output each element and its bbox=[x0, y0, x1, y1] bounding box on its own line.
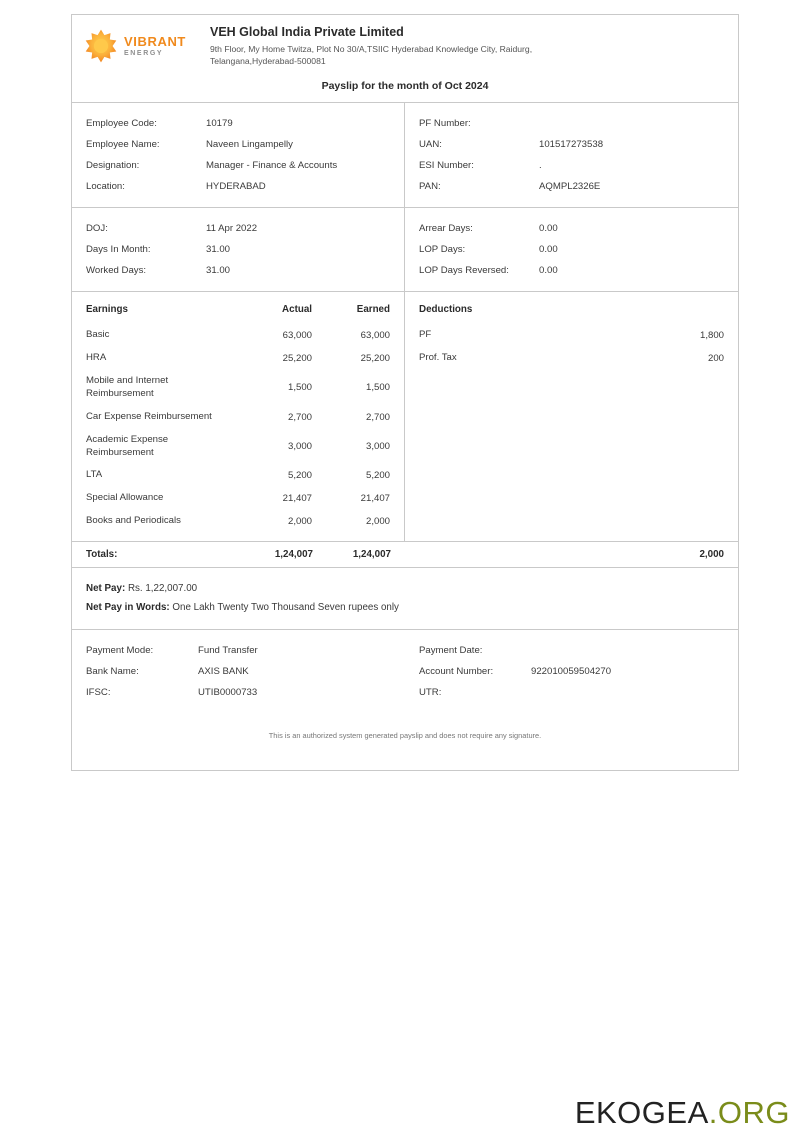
field-value: 11 Apr 2022 bbox=[206, 222, 258, 234]
field-label: LOP Days Reversed: bbox=[419, 264, 509, 276]
earning-name: Special Allowance bbox=[86, 492, 164, 504]
earning-name: Basic bbox=[86, 328, 110, 340]
earning-name: LTA bbox=[86, 469, 103, 481]
totals-earned: 1,24,007 bbox=[352, 549, 391, 561]
earning-actual: 2,000 bbox=[287, 516, 312, 528]
field-value: 922010059504270 bbox=[531, 666, 612, 678]
totals-row bbox=[72, 542, 738, 568]
field-label: IFSC: bbox=[86, 687, 111, 699]
watermark-part-1: EKOGEA bbox=[574, 1095, 709, 1130]
earning-earned: 5,200 bbox=[365, 470, 390, 482]
field-value: 101517273538 bbox=[539, 138, 604, 150]
deduction-amount: 1,800 bbox=[699, 329, 724, 341]
field-value: 0.00 bbox=[539, 264, 558, 276]
earning-earned: 63,000 bbox=[360, 329, 390, 341]
info-row bbox=[86, 134, 390, 155]
payment-row bbox=[72, 682, 738, 703]
earnings-row bbox=[86, 406, 390, 429]
field-value: AXIS BANK bbox=[198, 666, 249, 678]
earning-earned: 25,200 bbox=[360, 352, 390, 364]
field-value: 31.00 bbox=[206, 243, 231, 255]
document-header bbox=[72, 15, 738, 103]
net-pay-label: Net Pay: bbox=[86, 583, 126, 595]
field-label: Payment Date: bbox=[419, 645, 483, 657]
earnings-row bbox=[86, 429, 390, 465]
net-pay-value: Rs. 1,22,007.00 bbox=[127, 583, 198, 595]
field-value bbox=[539, 118, 724, 129]
field-value bbox=[531, 687, 724, 698]
net-pay-section bbox=[72, 568, 738, 630]
deductions-col-name: Deductions bbox=[419, 303, 473, 315]
payment-row bbox=[72, 661, 738, 682]
field-label: Location: bbox=[86, 180, 125, 192]
earning-name: Academic Expense Reimbursement bbox=[86, 433, 169, 458]
field-label: UAN: bbox=[419, 138, 442, 150]
info-row bbox=[86, 155, 390, 176]
field-value: 31.00 bbox=[206, 264, 231, 276]
field-value: AQMPL2326E bbox=[539, 180, 601, 192]
field-label: Worked Days: bbox=[86, 264, 147, 276]
field-label: Arrear Days: bbox=[419, 222, 473, 234]
attendance-section bbox=[72, 208, 738, 292]
earning-earned: 21,407 bbox=[360, 493, 390, 505]
deduction-amount: 200 bbox=[707, 352, 724, 364]
earning-earned: 2,700 bbox=[365, 411, 390, 423]
employee-details-right bbox=[405, 103, 738, 207]
info-row bbox=[419, 113, 724, 134]
field-label: PF Number: bbox=[419, 117, 471, 129]
attendance-left bbox=[72, 208, 405, 291]
earnings-col-name: Earnings bbox=[86, 303, 128, 315]
attendance-right bbox=[405, 208, 738, 291]
sunburst-icon bbox=[84, 29, 118, 63]
field-value: 10179 bbox=[206, 117, 233, 129]
net-pay-words-line bbox=[86, 598, 724, 617]
page-title: Payslip for the month of Oct 2024 bbox=[321, 79, 489, 92]
info-row bbox=[419, 218, 724, 239]
watermark-part-2: .ORG bbox=[708, 1095, 790, 1130]
field-label: Designation: bbox=[86, 159, 140, 171]
earnings-row bbox=[86, 464, 390, 487]
info-row bbox=[86, 218, 390, 239]
deductions-row bbox=[419, 324, 724, 347]
logo-secondary-text: ENERGY bbox=[124, 50, 164, 57]
field-label: Employee Code: bbox=[86, 117, 157, 129]
company-name: VEH Global India Private Limited bbox=[210, 25, 404, 39]
info-row bbox=[419, 239, 724, 260]
company-logo bbox=[84, 25, 204, 63]
company-address-line-2: Telangana,Hyderabad-500081 bbox=[210, 56, 326, 67]
deduction-name: PF bbox=[419, 328, 432, 340]
earnings-row bbox=[86, 487, 390, 510]
earning-name: Books and Periodicals bbox=[86, 515, 181, 527]
logo-primary-text: VIBRANT bbox=[124, 34, 186, 49]
info-row bbox=[419, 134, 724, 155]
earning-earned: 3,000 bbox=[365, 441, 390, 453]
disclaimer-text: This is an authorized system generated payslip and does not require any signature. bbox=[268, 731, 542, 741]
earnings-table bbox=[72, 292, 405, 541]
deductions-table bbox=[405, 292, 738, 541]
earning-name: Mobile and Internet Reimbursement bbox=[86, 374, 169, 399]
totals-actual: 1,24,007 bbox=[274, 549, 313, 561]
info-row bbox=[86, 176, 390, 197]
field-label: LOP Days: bbox=[419, 243, 466, 255]
earning-actual: 63,000 bbox=[282, 329, 312, 341]
payment-row bbox=[72, 640, 738, 661]
field-label: Days In Month: bbox=[86, 243, 151, 255]
field-label: UTR: bbox=[419, 687, 442, 699]
earnings-header-row bbox=[86, 302, 390, 324]
field-value: 0.00 bbox=[539, 222, 558, 234]
earning-earned: 1,500 bbox=[365, 382, 390, 394]
info-row bbox=[419, 176, 724, 197]
earnings-col-earned: Earned bbox=[356, 303, 390, 315]
net-pay-words-label: Net Pay in Words: bbox=[86, 602, 170, 614]
payment-details-section bbox=[72, 630, 738, 770]
earning-actual: 5,200 bbox=[287, 470, 312, 482]
company-address-line-1: 9th Floor, My Home Twitza, Plot No 30/A,TSIIC Hyderabad Knowledge City, Raidurg, bbox=[210, 44, 533, 54]
field-label: PAN: bbox=[419, 180, 441, 192]
info-row bbox=[86, 113, 390, 134]
field-value: Fund Transfer bbox=[198, 645, 258, 657]
totals-label: Totals: bbox=[86, 549, 118, 561]
totals-deductions: 2,000 bbox=[699, 549, 724, 561]
field-label: Employee Name: bbox=[86, 138, 160, 150]
deduction-name: Prof. Tax bbox=[419, 351, 457, 363]
employee-details-left bbox=[72, 103, 405, 207]
earning-actual: 25,200 bbox=[282, 352, 312, 364]
field-value: Naveen Lingampelly bbox=[206, 138, 293, 150]
payslip-document bbox=[71, 14, 739, 771]
field-value bbox=[531, 645, 724, 656]
info-row bbox=[419, 260, 724, 281]
earnings-row bbox=[86, 324, 390, 347]
field-value: UTIB0000733 bbox=[198, 687, 258, 699]
info-row bbox=[419, 155, 724, 176]
info-row bbox=[86, 239, 390, 260]
field-value: 0.00 bbox=[539, 243, 558, 255]
earnings-deductions-section bbox=[72, 292, 738, 542]
field-value: . bbox=[539, 159, 542, 171]
field-value: HYDERABAD bbox=[206, 180, 266, 192]
earning-actual: 2,700 bbox=[287, 411, 312, 423]
field-label: Bank Name: bbox=[86, 666, 139, 678]
deductions-header-row bbox=[419, 302, 724, 324]
field-value: Manager - Finance & Accounts bbox=[206, 159, 338, 171]
earnings-row bbox=[86, 510, 390, 533]
field-label: Payment Mode: bbox=[86, 645, 154, 657]
earnings-row bbox=[86, 347, 390, 370]
field-label: Account Number: bbox=[419, 666, 494, 678]
earning-actual: 1,500 bbox=[287, 382, 312, 394]
employee-details-section bbox=[72, 103, 738, 208]
deductions-row bbox=[419, 347, 724, 370]
earnings-col-actual: Actual bbox=[282, 303, 312, 315]
watermark bbox=[575, 1095, 790, 1131]
earnings-row bbox=[86, 370, 390, 406]
earning-earned: 2,000 bbox=[365, 516, 390, 528]
field-label: DOJ: bbox=[86, 222, 108, 234]
net-pay-words-value: One Lakh Twenty Two Thousand Seven rupees only bbox=[172, 602, 399, 614]
info-row bbox=[86, 260, 390, 281]
earning-actual: 21,407 bbox=[282, 493, 312, 505]
earning-name: HRA bbox=[86, 351, 107, 363]
earning-name: Car Expense Reimbursement bbox=[86, 410, 212, 422]
earning-actual: 3,000 bbox=[287, 441, 312, 453]
field-label: ESI Number: bbox=[419, 159, 474, 171]
deductions-col-amount bbox=[634, 302, 724, 324]
net-pay-amount-line bbox=[86, 579, 724, 598]
